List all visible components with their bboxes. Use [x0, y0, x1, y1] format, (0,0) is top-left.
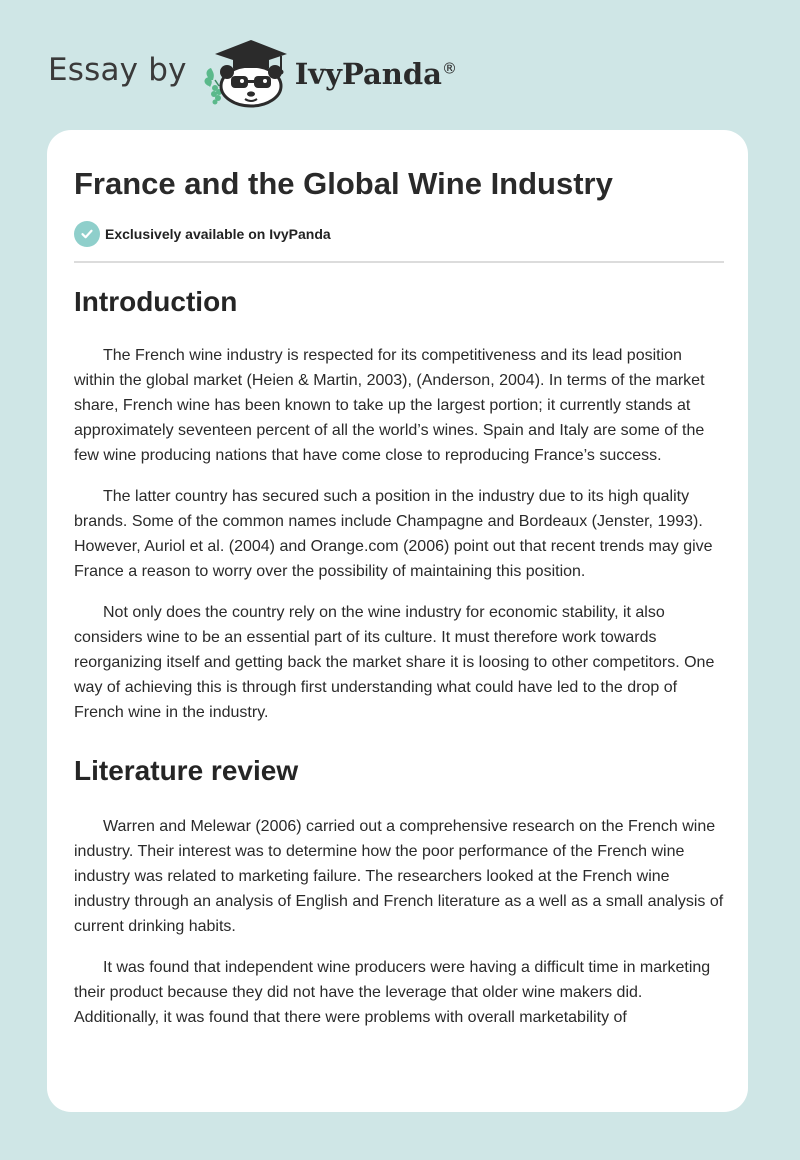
exclusive-badge — [74, 221, 331, 247]
section-introduction — [74, 278, 724, 725]
registered-mark: ® — [441, 59, 457, 78]
exclusive-badge-text: Exclusively available on IvyPanda — [105, 226, 331, 242]
divider — [74, 261, 724, 263]
paragraph: The latter country has secured such a position in the industry due to its high quality brands. Some of the common names include Champagne and Bordeaux (Jenster, 1993). However, Auriol et al. (2004) and Orange.com (2006) point out that recent trends may give France a reason to worry over the possibility of maintaining this position. — [74, 488, 713, 580]
page-title: France and the Global Wine Industry — [74, 166, 613, 201]
paragraph: Not only does the country rely on the wine industry for economic stability, it also considers wine to be an essential part of its culture. It must therefore work towards reorganizing itself and getting back the market share it is loosing to other competitors. One way of achieving this is through first understanding what could have led to the drop of French wine in the industry. — [74, 604, 715, 721]
section-heading: Literature review — [74, 755, 299, 786]
brand-header[interactable] — [48, 36, 457, 108]
section-literature-review — [74, 747, 724, 1030]
essay-card — [47, 130, 748, 1112]
essay-body — [74, 278, 724, 1030]
brand-name: IvyPanda® — [294, 57, 457, 91]
paragraph: The French wine industry is respected for its competitiveness and its lead position within the global market (Heien & Martin, 2003), (Anderson, 2004). In terms of the market share, French wine has been known to take up the largest portion; it currently stands at approximately seventeen percent of all the world’s wines. Spain and Italy are some of the few wine producing nations that have come close to reproducing France’s success. — [74, 347, 705, 464]
check-circle-icon — [74, 221, 100, 247]
brand-prefix: Essay by — [48, 52, 187, 88]
paragraph: Warren and Melewar (2006) carried out a comprehensive research on the French wine industry. Their interest was to determine how the poor performance of the French wine industry was related to marketing failure. The researchers looked at the French wine industry through an analysis of English and French literature as a well as a small analysis of current drinking habits. — [74, 818, 724, 935]
paragraph: It was found that independent wine producers were having a difficult time in marketing their product because they did not have the leverage that older wine makers did. Additionally, it was found that there were problems with overall marketability of — [74, 959, 711, 1026]
section-heading: Introduction — [74, 286, 238, 317]
panda-graduate-logo-icon — [201, 36, 293, 108]
